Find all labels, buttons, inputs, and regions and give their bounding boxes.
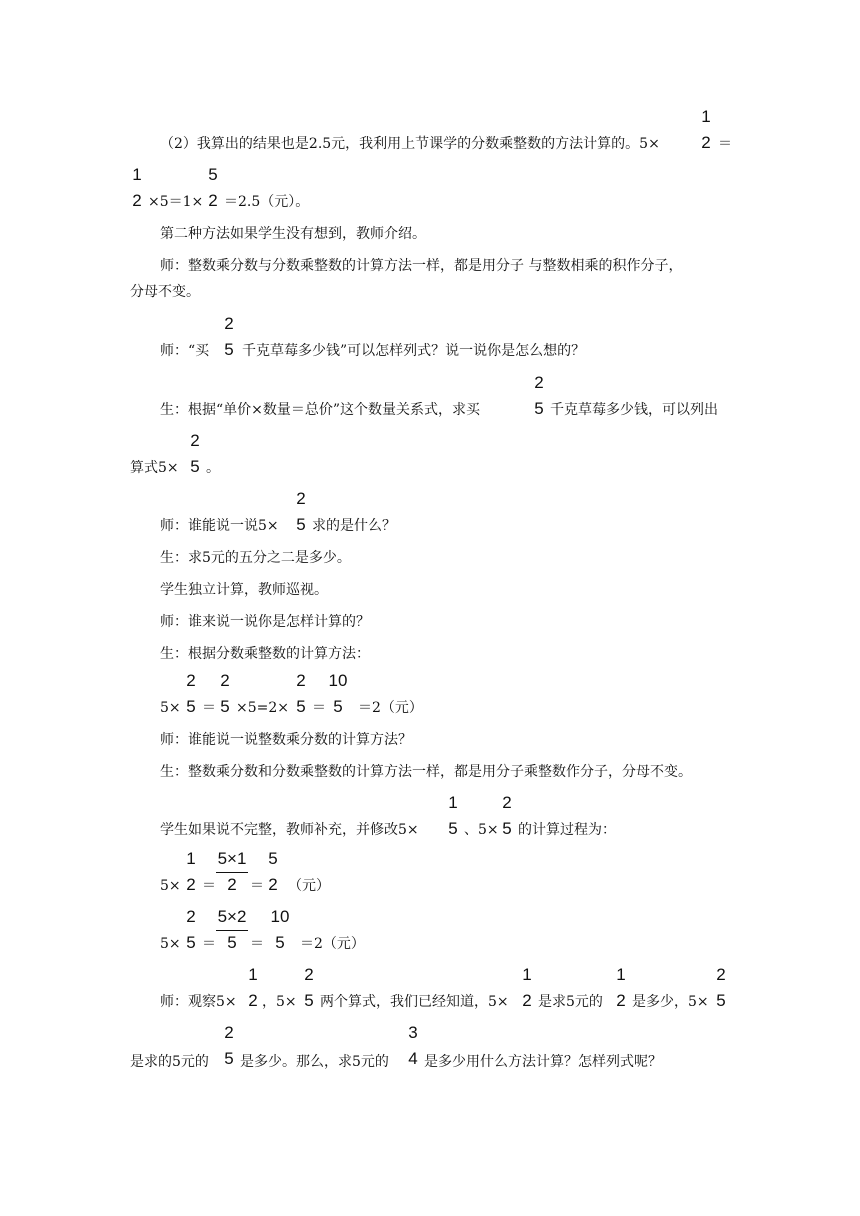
text-line: 5× [160, 700, 181, 716]
fraction: 1 2 [701, 107, 711, 152]
text-line: 是求的5元的 [130, 1054, 209, 1070]
fraction: 1 2 [248, 965, 258, 1010]
text-line: 学生独立计算，教师巡视。 [160, 582, 328, 598]
text-line: 、5× [464, 822, 499, 838]
text-line: 师：观察5× [160, 994, 237, 1010]
fraction: 5×2 5 [217, 907, 247, 952]
fraction: 2 5 [304, 965, 314, 1010]
text-line: ＝ [312, 700, 326, 716]
text-line: ＝ [202, 936, 216, 952]
text-line: 求的是什么？ [312, 518, 396, 534]
text-line: ×5＝1× [148, 194, 204, 210]
text-line: 学生如果说不完整，教师补充，并修改5× [160, 822, 419, 838]
fraction: 2 5 [186, 671, 196, 716]
text-line: 师：谁来说一说你是怎样计算的？ [160, 614, 370, 630]
text-line: 师：整数乘分数与分数乘整数的计算方法一样，都是用分子 与整数相乘的积作分子， [160, 258, 683, 274]
fraction: 2 5 [716, 965, 726, 1010]
text-line: ＝ [250, 878, 264, 894]
text-line: 5× [160, 878, 181, 894]
text-line: ＝2（元） [358, 700, 423, 716]
text-line: 分母不变。 [130, 284, 200, 300]
text-line: ＝2.5（元）。 [224, 194, 310, 210]
text-line: 5× [160, 936, 181, 952]
text-line: 师：谁能说一说整数乘分数的计算方法？ [160, 732, 412, 748]
text-line: ×5=2× [236, 700, 290, 716]
text-line: （2）我算出的结果也是2.5元，我利用上节课学的分数乘整数的方法计算的。5× [160, 136, 660, 152]
text-line: 第二种方法如果学生没有想到，教师介绍。 [160, 226, 426, 242]
text-line: 生：根据“单价×数量＝总价”这个数量关系式，求买 [160, 402, 481, 418]
text-line: 师：谁能说一说5× [160, 518, 279, 534]
fraction: 5 2 [268, 849, 278, 894]
text-line: 是求5元的 [538, 994, 603, 1010]
text-line: 千克草莓多少钱”可以怎样列式？说一说你是怎么想的？ [242, 343, 586, 359]
text-line: ＝ [202, 878, 216, 894]
fraction: 5×1 2 [217, 849, 247, 894]
fraction: 2 5 [190, 431, 200, 476]
fraction: 2 5 [296, 489, 306, 534]
fraction: 2 5 [534, 373, 544, 418]
text-line: ，5× [262, 994, 297, 1010]
text-line: 是多少用什么方法计算？怎样列式呢？ [424, 1054, 662, 1070]
fraction: 2 5 [224, 1023, 234, 1068]
text-line: （元） [288, 878, 330, 894]
text-line: 生：整数乘分数和分数乘整数的计算方法一样，都是用分子乘整数作分子，分母不变。 [160, 764, 692, 780]
fraction: 5 2 [208, 165, 218, 210]
fraction: 10 5 [270, 907, 290, 952]
fraction: 1 5 [448, 793, 458, 838]
fraction: 1 2 [616, 965, 626, 1010]
fraction: 2 5 [296, 671, 306, 716]
fraction: 1 2 [186, 849, 196, 894]
fraction: 2 5 [502, 793, 512, 838]
text-line: ＝ [202, 700, 216, 716]
fraction: 10 5 [328, 671, 348, 716]
fraction: 2 5 [220, 671, 230, 716]
text-line: 生：根据分数乘整数的计算方法： [160, 646, 370, 662]
text-line: 是多少，5× [632, 994, 709, 1010]
text-line: 。 [206, 460, 220, 476]
fraction: 1 2 [132, 165, 142, 210]
text-line: ＝2（元） [300, 936, 365, 952]
text-line: 是多少。那么，求5元的 [240, 1054, 389, 1070]
text-line: ＝ [250, 936, 264, 952]
fraction: 3 4 [408, 1023, 418, 1068]
text-line: 算式5× [130, 460, 179, 476]
fraction: 2 5 [224, 314, 234, 359]
text-line: 师：“买 [160, 343, 210, 359]
fraction: 2 5 [186, 907, 196, 952]
text-line: 两个算式，我们已经知道，5× [320, 994, 509, 1010]
text-line: ＝ [718, 136, 732, 152]
text-line: 的计算过程为： [518, 822, 616, 838]
text-line: 千克草莓多少钱，可以列出 [550, 402, 718, 418]
fraction: 1 2 [522, 965, 532, 1010]
text-line: 生：求5元的五分之二是多少。 [160, 550, 351, 566]
